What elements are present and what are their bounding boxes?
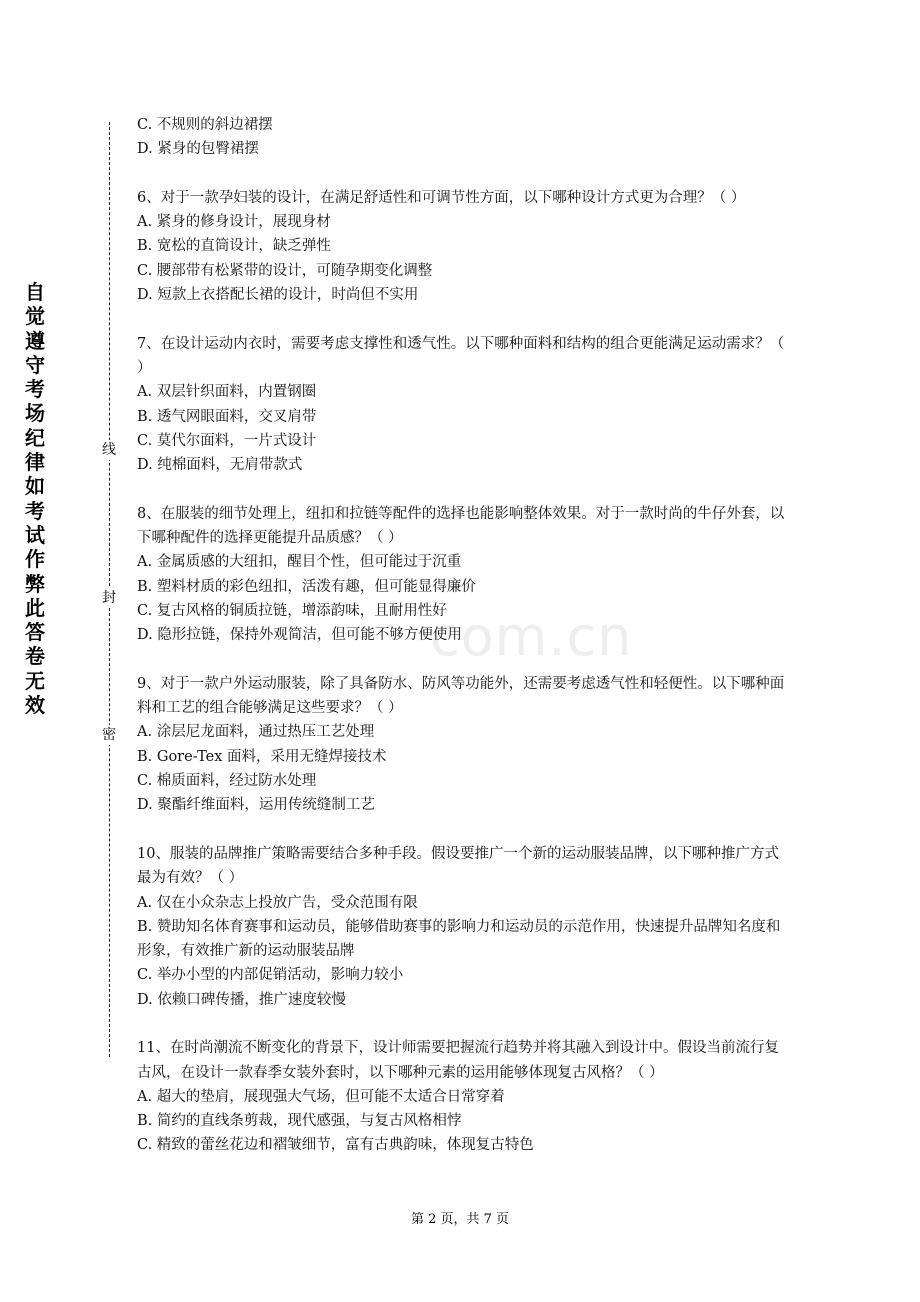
option-c: C. 复古风格的铜质拉链，增添韵味，且耐用性好 [137,602,447,619]
question-7 [137,332,787,478]
binding-label-xian: 线 [99,440,119,460]
page-number: 第 2 页，共 7 页 [410,1212,510,1227]
option-d: D. 纯棉面料，无肩带款式 [137,457,303,474]
question-text: 10、服装的品牌推广策略需要结合多种手段。假设要推广一个新的运动服装品牌，以下哪种推广方式最为有效？（ ） [137,845,779,887]
option-c: C. 腰部带有松紧带的设计，可随孕期变化调整 [137,262,433,279]
option-d: D. 聚酯纤维面料，运用传统缝制工艺 [137,797,375,814]
option-a: A. 双层针织面料，内置钢圈 [137,384,317,401]
question-text: 8、在服装的细节处理上，纽扣和拉链等配件的选择也能影响整体效果。对于一款时尚的牛仔外套，以下哪种配件的选择更能提升品质感？（ ） [137,505,785,547]
option-d: D. 依赖口碑传播，推广速度较慢 [137,991,346,1008]
binding-label-feng: 封 [99,588,119,608]
question-content [137,113,787,1158]
watermark: com.cn [430,605,633,668]
question-text: 9、对于一款户外运动服装，除了具备防水、防风等功能外，还需要考虑透气性和轻便性。以下哪种面料和工艺的组合能够满足这些要求？（ ） [137,675,785,717]
question-8 [137,502,787,648]
option-c: C. 莫代尔面料，一片式设计 [137,432,317,449]
option-b: B. 赞助知名体育赛事和运动员，能够借助赛事的影响力和运动员的示范作用，快速提升品牌知名度和形象，有效推广新的运动服装品牌 [137,918,781,960]
previous-question-options [137,113,787,162]
option-b: B. 宽松的直筒设计，缺乏弹性 [137,238,331,255]
question-9 [137,672,787,818]
option-b: B. 简约的直线条剪裁，现代感强，与复古风格相悖 [137,1113,462,1130]
option-a: A. 超大的垫肩，展现强大气场，但可能不太适合日常穿着 [137,1088,505,1105]
option-c: C. 举办小型的内部促销活动，影响力较小 [137,967,404,984]
option-a: A. 仅在小众杂志上投放广告，受众范围有限 [137,894,418,911]
question-text: 6、对于一款孕妇装的设计，在满足舒适性和可调节性方面，以下哪种设计方式更为合理？（ ） [137,189,746,206]
option-c: C. 精致的蕾丝花边和褶皱细节，富有古典韵味，体现复古特色 [137,1137,534,1154]
option-c: C. 不规则的斜边裙摆 [137,117,273,133]
binding-label-mi: 密 [99,725,119,745]
option-b: B. 透气网眼面料，交叉肩带 [137,408,317,425]
option-d: D. 紧身的包臀裙摆 [137,141,259,158]
question-text: 11、在时尚潮流不断变化的背景下，设计师需要把握流行趋势并将其融入到设计中。假设当前流行复古风，在设计一款春季女装外套时，以下哪种元素的运用能够体现复古风格？（ ） [137,1040,779,1081]
option-a: A. 涂层尼龙面料，通过热压工艺处理 [137,724,375,741]
option-a: A. 紧身的修身设计，展现身材 [137,214,331,231]
option-d: D. 隐形拉链，保持外观简洁，但可能不够方便使用 [137,627,462,644]
question-10 [137,842,787,1012]
exam-discipline-notice: 自觉遵守考场纪律如考试作弊此答卷无效 [25,280,45,718]
question-11 [137,1036,787,1157]
option-b: B. 塑料材质的彩色纽扣，活泼有趣，但可能显得廉价 [137,578,476,595]
question-6 [137,186,787,307]
option-c: C. 棉质面料，经过防水处理 [137,773,317,790]
option-d: D. 短款上衣搭配长裙的设计，时尚但不实用 [137,287,419,304]
option-b: B. Gore-Tex 面料，采用无缝焊接技术 [137,748,387,765]
option-a: A. 金属质感的大纽扣，醒目个性，但可能过于沉重 [137,554,462,571]
question-text: 7、在设计运动内衣时，需要考虑支撑性和透气性。以下哪种面料和结构的组合更能满足运动需求？（ ） [137,335,785,376]
